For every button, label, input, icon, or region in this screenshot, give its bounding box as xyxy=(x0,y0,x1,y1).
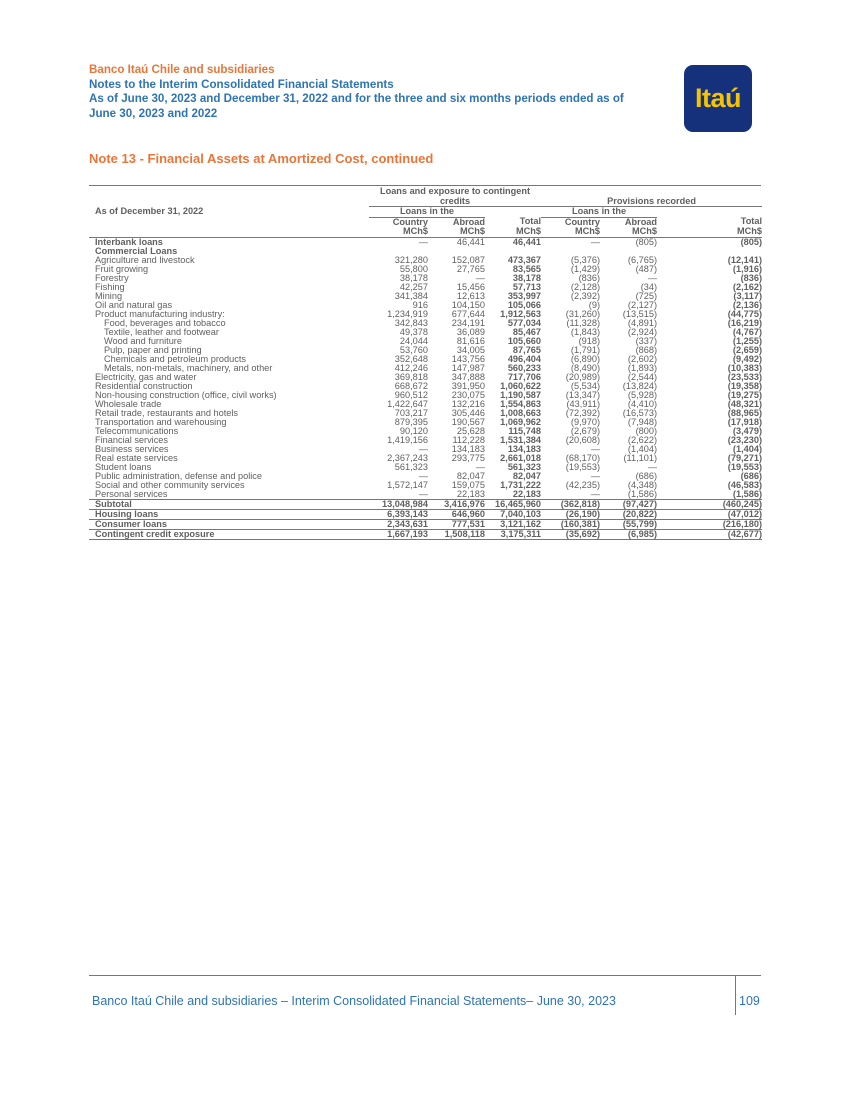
row-value: 561,323 xyxy=(394,462,428,472)
table-body xyxy=(89,237,762,539)
company-name: Banco Itaú Chile and subsidiaries xyxy=(89,63,275,76)
financial-table xyxy=(89,187,762,540)
row-value: 577,034 xyxy=(507,318,542,328)
note-title: Note 13 - Financial Assets at Amortized Cost, continued xyxy=(89,151,434,166)
table-row xyxy=(89,355,762,364)
commercial-loans-title: Commercial Loans xyxy=(95,246,178,256)
row-value: 82,047 xyxy=(456,471,485,481)
row-value: (4,348) xyxy=(627,480,658,490)
row-value: (160,381) xyxy=(541,519,600,529)
row-value: (47,012) xyxy=(657,509,762,519)
row-value: (19,275) xyxy=(727,390,763,400)
row-value: 703,217 xyxy=(394,408,428,418)
row-value: 87,765 xyxy=(512,345,542,355)
table-row xyxy=(89,382,762,391)
row-value: (725) xyxy=(635,291,658,301)
row-value: (2,622) xyxy=(627,435,658,445)
row-value: 38,178 xyxy=(512,273,542,283)
unit-6: MCh$ xyxy=(657,227,762,237)
row-label: Oil and natural gas xyxy=(95,300,173,310)
row-value: — xyxy=(647,273,658,283)
row-value: — xyxy=(590,444,601,454)
row-label: Textile, leather and footwear xyxy=(104,327,219,337)
row-value: (97,427) xyxy=(600,499,657,509)
unit-3: MCh$ xyxy=(485,227,541,237)
row-value: (337) xyxy=(635,336,658,346)
row-value: (34) xyxy=(640,282,658,292)
row-value: 53,760 xyxy=(399,345,428,355)
row-value: (8,490) xyxy=(570,363,601,373)
row-value: (216,180) xyxy=(657,519,762,529)
col-country-provisions: Country xyxy=(564,217,601,227)
row-value: — xyxy=(475,273,485,283)
document-header xyxy=(89,63,679,121)
row-value: 1,422,647 xyxy=(387,399,428,409)
row-value: (1,843) xyxy=(570,327,601,337)
row-value: (46,583) xyxy=(727,480,763,490)
row-label: Telecommunications xyxy=(95,426,179,436)
row-value: 352,648 xyxy=(394,354,428,364)
row-label: Transportation and warehousing xyxy=(95,417,227,427)
table-row xyxy=(89,274,762,283)
row-value: 27,765 xyxy=(456,264,485,274)
as-of-label: As of December 31, 2022 xyxy=(95,206,204,216)
table-row xyxy=(89,409,762,418)
row-value: (20,822) xyxy=(600,509,657,519)
row-value: (9,492) xyxy=(732,354,763,364)
row-value: (1,916) xyxy=(732,264,763,274)
row-value: 90,120 xyxy=(399,426,428,436)
row-value: — xyxy=(590,471,601,481)
col-total-provisions: Total xyxy=(740,217,763,227)
row-value: 57,713 xyxy=(512,282,542,292)
row-value: 1,554,863 xyxy=(500,399,542,409)
row-value: 36,089 xyxy=(456,327,485,337)
table-row xyxy=(89,427,762,436)
row-value: (6,890) xyxy=(570,354,601,364)
table-row xyxy=(89,499,762,509)
row-value: 12,613 xyxy=(456,291,485,301)
row-value: (44,775) xyxy=(727,309,763,319)
row-value: (19,553) xyxy=(727,462,763,472)
row-label: Consumer loans xyxy=(89,519,369,529)
row-value: (31,260) xyxy=(565,309,601,319)
unit-4: MCh$ xyxy=(541,227,600,237)
row-value: (2,128) xyxy=(570,282,601,292)
row-value: 105,660 xyxy=(507,336,542,346)
row-label: Public administration, defense and police xyxy=(95,471,263,481)
row-value: (16,573) xyxy=(622,408,658,418)
row-value: (868) xyxy=(635,345,658,355)
row-value: 82,047 xyxy=(512,471,542,481)
row-value: 24,044 xyxy=(399,336,428,346)
row-value: 6,393,143 xyxy=(369,509,428,519)
row-value: 55,800 xyxy=(399,264,428,274)
row-value: 16,465,960 xyxy=(485,499,541,509)
row-value: (2,392) xyxy=(570,291,601,301)
row-value: (12,141) xyxy=(727,255,763,265)
group-loans-exposure-2: credits xyxy=(369,197,541,207)
row-value: 1,912,563 xyxy=(500,309,542,319)
row-value: 7,040,103 xyxy=(485,509,541,519)
row-value: (19,553) xyxy=(565,462,601,472)
row-value: 1,234,919 xyxy=(387,309,428,319)
row-value: 473,367 xyxy=(507,255,542,265)
row-value: (2,602) xyxy=(627,354,658,364)
row-label: Housing loans xyxy=(89,509,369,519)
row-label: Food, beverages and tobacco xyxy=(104,318,226,328)
row-label: Business services xyxy=(95,444,169,454)
row-value: (9) xyxy=(588,300,601,310)
row-value: (2,544) xyxy=(627,372,658,382)
row-value: 1,008,663 xyxy=(500,408,542,418)
row-value: (19,358) xyxy=(727,381,763,391)
table-row xyxy=(89,509,762,519)
row-label: Chemicals and petroleum products xyxy=(104,354,246,364)
row-value: 42,257 xyxy=(399,282,428,292)
row-label: Forestry xyxy=(95,273,129,283)
row-value: (1,429) xyxy=(570,264,601,274)
table-row xyxy=(89,436,762,445)
row-value: 3,121,162 xyxy=(485,519,541,529)
row-value: (800) xyxy=(635,426,658,436)
row-value: (1,893) xyxy=(627,363,658,373)
row-value: (55,799) xyxy=(600,519,657,529)
row-value: (362,818) xyxy=(541,499,600,509)
table-row xyxy=(89,319,762,328)
row-value: (16,219) xyxy=(727,318,763,328)
row-value: (4,891) xyxy=(627,318,658,328)
row-value: (5,928) xyxy=(627,390,658,400)
row-value: 46,441 xyxy=(428,237,485,247)
row-value: 49,378 xyxy=(399,327,428,337)
row-value: 2,661,018 xyxy=(500,453,542,463)
table-row xyxy=(89,337,762,346)
row-value: 104,150 xyxy=(451,300,485,310)
row-label: Fruit growing xyxy=(95,264,149,274)
row-value: (20,989) xyxy=(565,372,601,382)
row-value: (1,404) xyxy=(627,444,658,454)
row-value: 1,572,147 xyxy=(387,480,428,490)
table-row xyxy=(89,373,762,382)
row-value: 560,233 xyxy=(507,363,542,373)
row-value: 132,216 xyxy=(451,399,485,409)
table-row xyxy=(89,472,762,481)
table-row xyxy=(89,463,762,472)
table-row xyxy=(89,490,762,500)
row-label: Interbank loans xyxy=(89,237,369,247)
row-value: 561,323 xyxy=(507,462,542,472)
group-provisions: Provisions recorded xyxy=(541,197,762,207)
table-row xyxy=(89,364,762,373)
row-value: 2,343,631 xyxy=(369,519,428,529)
row-value: — xyxy=(590,489,601,499)
table-row xyxy=(89,418,762,427)
row-value: (88,965) xyxy=(727,408,763,418)
col-abroad-provisions: Abroad xyxy=(624,217,658,227)
row-value: 46,441 xyxy=(485,237,541,247)
row-value: — xyxy=(647,462,658,472)
row-value: (2,924) xyxy=(627,327,658,337)
row-value: — xyxy=(475,462,485,472)
row-value: 777,531 xyxy=(428,519,485,529)
table-row xyxy=(89,310,762,319)
row-value: (2,127) xyxy=(627,300,658,310)
row-value: 22,183 xyxy=(512,489,542,499)
period-line-2: June 30, 2023 and 2022 xyxy=(89,106,218,120)
row-value: 321,280 xyxy=(394,255,428,265)
row-label: Personal services xyxy=(95,489,168,499)
row-value: (2,136) xyxy=(732,300,763,310)
unit-5: MCh$ xyxy=(600,227,657,237)
row-value: (1,791) xyxy=(570,345,601,355)
row-value: (487) xyxy=(635,264,658,274)
row-value: (23,230) xyxy=(727,435,763,445)
row-label: Non-housing construction (office, civil works) xyxy=(95,390,277,400)
loans-in-the-1: Loans in the xyxy=(369,207,485,218)
unit-2: MCh$ xyxy=(428,227,485,237)
row-value: 15,456 xyxy=(456,282,485,292)
row-value: 1,731,222 xyxy=(500,480,542,490)
row-label: Contingent credit exposure xyxy=(89,529,369,539)
row-value: 143,756 xyxy=(451,354,485,364)
table-top-rule xyxy=(89,185,761,186)
row-value: (72,392) xyxy=(565,408,601,418)
row-value: 1,531,384 xyxy=(500,435,542,445)
row-value: 22,183 xyxy=(456,489,485,499)
row-value: 230,075 xyxy=(451,390,485,400)
row-label: Student loans xyxy=(95,462,152,472)
row-value: 293,775 xyxy=(451,453,485,463)
footer-rule xyxy=(89,975,761,976)
row-value: — xyxy=(418,489,428,499)
itau-logo xyxy=(684,65,752,132)
row-value: 305,446 xyxy=(451,408,485,418)
table-row xyxy=(89,301,762,310)
row-value: (6,985) xyxy=(600,529,657,539)
row-value: (23,533) xyxy=(727,372,763,382)
row-value: — xyxy=(418,444,428,454)
row-value: (13,347) xyxy=(565,390,601,400)
row-value: (460,245) xyxy=(657,499,762,509)
row-value: 105,066 xyxy=(507,300,542,310)
row-value: (13,515) xyxy=(622,309,658,319)
row-value: 115,748 xyxy=(508,426,542,436)
row-value: (35,692) xyxy=(541,529,600,539)
loans-in-the-2: Loans in the xyxy=(541,207,657,218)
row-value: (2,679) xyxy=(570,426,601,436)
table-row xyxy=(89,529,762,539)
row-label: Agriculture and livestock xyxy=(95,255,195,265)
row-value: 496,404 xyxy=(507,354,542,364)
row-value: (836) xyxy=(578,273,601,283)
row-label: Financial services xyxy=(95,435,169,445)
row-value: 152,087 xyxy=(451,255,485,265)
row-value: 668,672 xyxy=(394,381,428,391)
row-label: Wood and furniture xyxy=(104,336,182,346)
row-value: 677,644 xyxy=(451,309,485,319)
row-value: (11,101) xyxy=(623,453,658,463)
row-label: Real estate services xyxy=(95,453,178,463)
row-value: (42,235) xyxy=(565,480,601,490)
row-value: (6,765) xyxy=(627,255,658,265)
row-value: (3,117) xyxy=(733,291,763,301)
row-value: (3,479) xyxy=(732,426,763,436)
row-value: 83,565 xyxy=(512,264,542,274)
row-label: Electricity, gas and water xyxy=(95,372,197,382)
notes-title: Notes to the Interim Consolidated Financial Statements xyxy=(89,77,394,91)
row-value: (20,608) xyxy=(565,435,601,445)
row-value: (4,767) xyxy=(732,327,763,337)
row-value: (1,255) xyxy=(732,336,763,346)
row-value: (805) xyxy=(600,237,657,247)
row-value: (9,970) xyxy=(570,417,601,427)
row-label: Wholesale trade xyxy=(95,399,162,409)
group-loans-exposure: Loans and exposure to contingent xyxy=(379,187,531,196)
row-label: Product manufacturing industry: xyxy=(95,309,225,319)
row-value: 879,395 xyxy=(394,417,428,427)
table-row xyxy=(89,256,762,265)
row-value: 34,005 xyxy=(456,345,485,355)
row-value: 369,818 xyxy=(394,372,428,382)
footer-divider xyxy=(735,975,736,1015)
row-value: — xyxy=(418,471,428,481)
row-value: 81,616 xyxy=(456,336,485,346)
row-value: 342,843 xyxy=(394,318,428,328)
row-value: 1,508,118 xyxy=(428,529,485,539)
row-value: (1,586) xyxy=(732,489,763,499)
row-value: 134,183 xyxy=(451,444,485,454)
period-line-1: As of June 30, 2023 and December 31, 2022 and for the three and six months periods ended as of xyxy=(89,92,624,105)
row-value: 147,987 xyxy=(451,363,485,373)
table-header xyxy=(89,187,762,237)
row-label: Mining xyxy=(95,291,123,301)
row-value: (4,410) xyxy=(627,399,658,409)
row-value: — xyxy=(541,237,600,247)
row-value: 25,628 xyxy=(456,426,485,436)
row-value: 13,048,984 xyxy=(369,499,428,509)
table-row xyxy=(89,292,762,301)
row-value: 112,228 xyxy=(452,435,485,445)
row-value: 159,075 xyxy=(451,480,485,490)
row-label: Fishing xyxy=(95,282,125,292)
row-value: 2,367,243 xyxy=(387,453,428,463)
row-value: (1,586) xyxy=(627,489,658,499)
row-value: 412,246 xyxy=(394,363,428,373)
table-row xyxy=(89,237,762,247)
row-value: 3,416,976 xyxy=(428,499,485,509)
row-label: Metals, non-metals, machinery, and other xyxy=(104,363,273,373)
row-value: 1,419,156 xyxy=(387,435,428,445)
footer-text: Banco Itaú Chile and subsidiaries – Interim Consolidated Financial Statements– June 30, 2023 xyxy=(92,994,616,1008)
row-value: (17,918) xyxy=(727,417,763,427)
row-value: (918) xyxy=(578,336,601,346)
row-value: (5,376) xyxy=(570,255,601,265)
table-row xyxy=(89,400,762,409)
row-value: (805) xyxy=(657,237,762,247)
row-value: 190,567 xyxy=(451,417,485,427)
row-value: 85,467 xyxy=(512,327,542,337)
row-value: — xyxy=(369,237,428,247)
row-value: (68,170) xyxy=(565,453,601,463)
row-value: 38,178 xyxy=(399,273,428,283)
row-value: (2,659) xyxy=(732,345,763,355)
col-country: Country xyxy=(392,217,428,227)
table-row xyxy=(89,391,762,400)
row-value: (43,911) xyxy=(566,399,601,409)
table-row xyxy=(89,265,762,274)
row-label: Residential construction xyxy=(95,381,193,391)
col-total: Total xyxy=(519,217,542,227)
row-value: 1,069,962 xyxy=(500,417,542,427)
row-value: 134,183 xyxy=(507,444,542,454)
table-row xyxy=(89,481,762,490)
table-row xyxy=(89,519,762,529)
row-label: Subtotal xyxy=(89,499,369,509)
row-value: 391,950 xyxy=(451,381,485,391)
row-value: (10,383) xyxy=(727,363,763,373)
row-value: 717,706 xyxy=(507,372,542,382)
table-row xyxy=(89,346,762,355)
row-value: (48,321) xyxy=(727,399,763,409)
row-value: (836) xyxy=(740,273,763,283)
row-label: Social and other community services xyxy=(95,480,245,490)
row-value: (5,534) xyxy=(570,381,601,391)
table-row xyxy=(89,454,762,463)
row-value: (1,404) xyxy=(732,444,763,454)
row-value: 646,960 xyxy=(428,509,485,519)
row-value: (2,162) xyxy=(732,282,763,292)
row-value: (686) xyxy=(635,471,658,481)
row-label: Pulp, paper and printing xyxy=(104,345,202,355)
row-value: 347,888 xyxy=(451,372,485,382)
row-value: (79,271) xyxy=(727,453,763,463)
table-row xyxy=(89,283,762,292)
row-value: 341,384 xyxy=(394,291,428,301)
row-value: (686) xyxy=(740,471,763,481)
row-value: 960,512 xyxy=(394,390,428,400)
row-value: (42,677) xyxy=(657,529,762,539)
col-abroad: Abroad xyxy=(452,217,485,227)
row-value: 3,175,311 xyxy=(485,529,541,539)
row-value: (7,948) xyxy=(627,417,658,427)
row-value: (26,190) xyxy=(541,509,600,519)
row-value: 353,997 xyxy=(507,291,542,301)
table-row-section xyxy=(89,247,762,256)
row-value: 1,190,587 xyxy=(500,390,542,400)
row-value: (13,824) xyxy=(622,381,658,391)
table-row xyxy=(89,445,762,454)
row-value: 1,060,622 xyxy=(500,381,542,391)
logo-text: Itaú xyxy=(694,83,741,113)
row-label: Retail trade, restaurants and hotels xyxy=(95,408,238,418)
row-value: 234,191 xyxy=(451,318,485,328)
row-value: 916 xyxy=(412,300,428,310)
row-value: 1,667,193 xyxy=(369,529,428,539)
page-number: 109 xyxy=(739,994,760,1008)
table-row xyxy=(89,328,762,337)
unit-1: MCh$ xyxy=(369,227,428,237)
row-value: (11,328) xyxy=(566,318,601,328)
